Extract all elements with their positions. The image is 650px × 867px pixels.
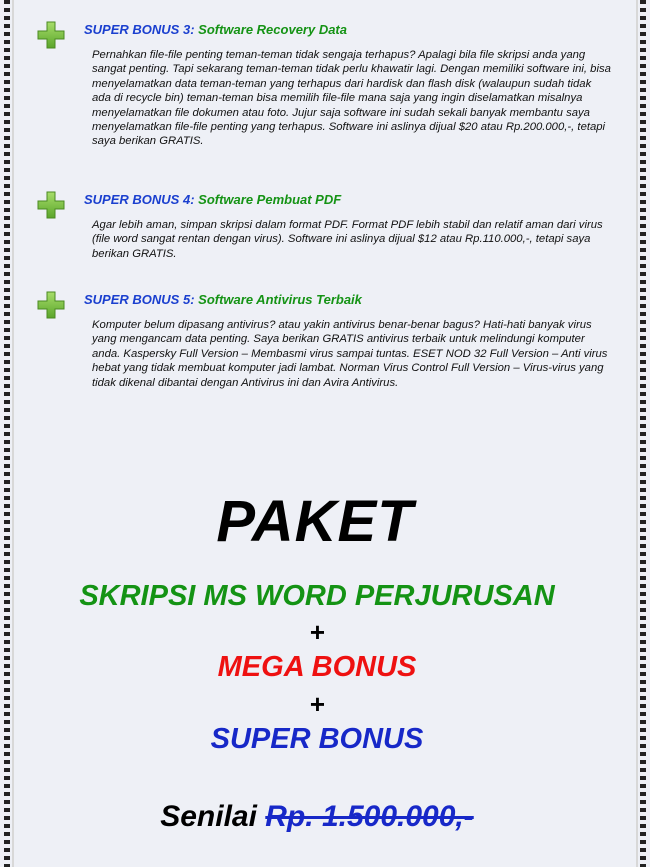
bonus-label: SUPER BONUS 5: <box>84 292 195 307</box>
bonus-title <box>84 292 362 307</box>
bonus-name: Software Recovery Data <box>198 22 347 37</box>
package-line-mega-bonus: MEGA BONUS <box>217 651 417 683</box>
package-title: PAKET <box>216 489 414 554</box>
bonus-description: Pernahkan file-file penting teman-teman tidak sengaja terhapus? Apalagi bila file skripsi anda yang sangat penting. Tapi sekarang teman-teman tidak perlu khawatir lagi. Dengan memiliki software ini, bisa menyelamatkan data teman-teman yang terhapus dari hardisk dan flash disk (walaupun sudah tidak ada di recycle bin) teman-teman bisa memilih file-file mana saja yang ingin diselamatkan misalnya menyelamatkan file dokumen atau foto. Jujur saja software ini sudah sekali banyak membantu saya menyelamatkan file-file penting yang terhapus. Software ini aslinya dijual $20 atau Rp.200.000,-, tetapi saya berikan GRATIS. <box>92 49 611 148</box>
bonus-item <box>36 20 616 170</box>
bonus-title <box>84 192 341 207</box>
bonus-label: SUPER BONUS 4: <box>84 192 195 207</box>
bonus-description: Komputer belum dipasang antivirus? atau yakin antivirus benar-benar bagus? Hati-hati banyak virus yang mengancam data penting. Saya berikan GRATIS antivirus terbaik untuk melindungi komputer anda. Kaspersky Full Version – Membasmi virus sampai tuntas. ESET NOD 32 Full Version – Anti virus hebat yang tidak membuat komputer jadi lambat. Norman Virus Control Full Version – Virus-virus yang tidak dikenal dibantai dengan Antivirus ini dan Avira Antivirus. <box>92 319 608 389</box>
bonus-item <box>36 190 616 270</box>
package-line-super-bonus: SUPER BONUS <box>210 723 424 755</box>
package-plus-sign: + <box>309 689 325 719</box>
bonus-name: Software Antivirus Terbaik <box>198 292 362 307</box>
bonus-description: Agar lebih aman, simpan skripsi dalam format PDF. Format PDF lebih stabil dan relatif aman dari virus (file word sangat rentan dengan virus). Software ini aslinya dijual $12 atau Rp.110.000,-, tetapi saya berikan GRATIS. <box>92 219 603 260</box>
bonus-label: SUPER BONUS 3: <box>84 22 195 37</box>
bonus-title <box>84 22 347 37</box>
green-plus-icon <box>36 190 66 220</box>
green-plus-icon <box>36 290 66 320</box>
price-prefix: Senilai <box>160 800 257 833</box>
package-plus-sign: + <box>309 617 325 647</box>
green-plus-icon <box>36 20 66 50</box>
package-line-main: SKRIPSI MS WORD PERJURUSAN <box>79 580 555 612</box>
old-price-strikethrough: Rp. 1.500.000,- <box>265 800 474 833</box>
price-line <box>0 800 642 834</box>
bonus-name: Software Pembuat PDF <box>198 192 342 207</box>
bonus-item <box>36 290 616 420</box>
